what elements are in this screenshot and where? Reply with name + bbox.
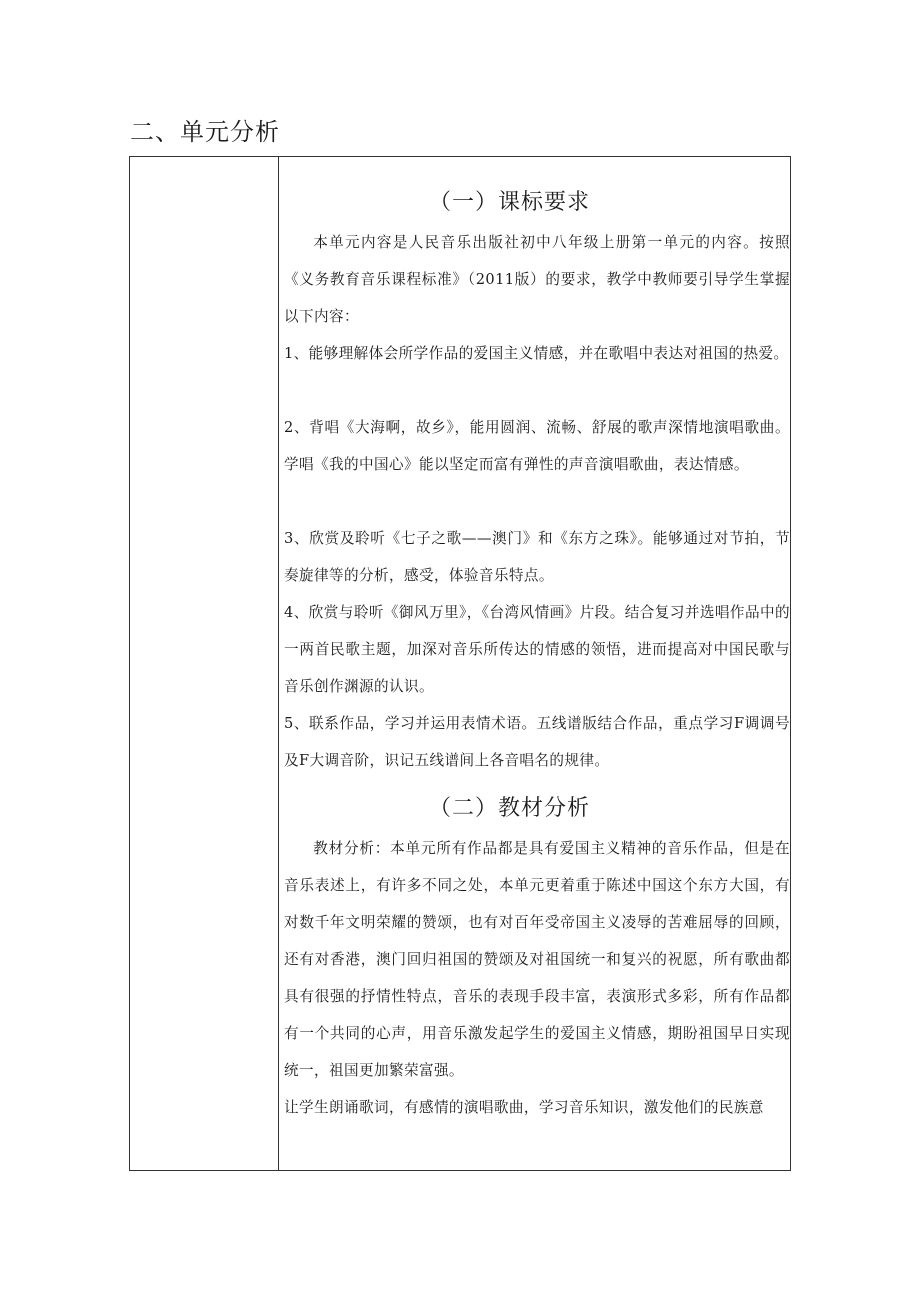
- subsection-heading-textbook: （二）教材分析: [429, 796, 591, 821]
- textbook-closing-paragraph: 让学生朗诵歌词，有感情的演唱歌曲，学习音乐知识，激发他们的民族意: [284, 1099, 764, 1116]
- subsection-heading-curriculum: （一）课标要求: [429, 190, 591, 215]
- table-content-cell: [279, 157, 790, 1170]
- curriculum-item-5: 5、联系作品，学习并运用表情术语。五线谱版结合作品，重点学习F调调号及F大调音阶，识记五线谱间上各音唱名的规律。: [284, 715, 790, 769]
- section-title: 二、单元分析: [130, 118, 280, 146]
- curriculum-intro: 本单元内容是人民音乐出版社初中八年级上册第一单元的内容。按照《义务教育音乐课程标准》（2011版）的要求，教学中教师要引导学生掌握以下内容：: [284, 234, 790, 325]
- curriculum-item-3: 3、欣赏及聆听《七子之歌——澳门》和《东方之珠》。能够通过对节拍，节奏旋律等的分析，感受，体验音乐特点。: [284, 530, 790, 584]
- analysis-table: [129, 156, 791, 1171]
- curriculum-item-1: 1、能够理解体会所学作品的爱国主义情感，并在歌唱中表达对祖国的热爱。: [284, 345, 789, 362]
- table-label-cell: [130, 157, 279, 1170]
- textbook-analysis-paragraph: 教材分析：本单元所有作品都是具有爱国主义精神的音乐作品，但是在音乐表述上，有许多不同之处，本单元更着重于陈述中国这个东方大国，有对数千年文明荣耀的赞颂，也有对百年受帝国主义凌辱的苦难屈辱的回顾，还有对香港，澳门回归祖国的赞颂及对祖国统一和复兴的祝愿，所有歌曲都具有很强的抒情性特点，音乐的表现手段丰富，表演形式多彩，所有作品都有一个共同的心声，用音乐激发起学生的爱国主义情感，期盼祖国早日实现统一，祖国更加繁荣富强。: [284, 840, 790, 1079]
- curriculum-item-2: 2、背唱《大海啊，故乡》，能用圆润、流畅、舒展的歌声深情地演唱歌曲。学唱《我的中国心》能以坚定而富有弹性的声音演唱歌曲，表达情感。: [284, 419, 790, 473]
- curriculum-item-4: 4、欣赏与聆听《御风万里》，《台湾风情画》片段。结合复习并选唱作品中的一两首民歌主题，加深对音乐所传达的情感的领悟，进而提高对中国民歌与音乐创作渊源的认识。: [284, 604, 790, 695]
